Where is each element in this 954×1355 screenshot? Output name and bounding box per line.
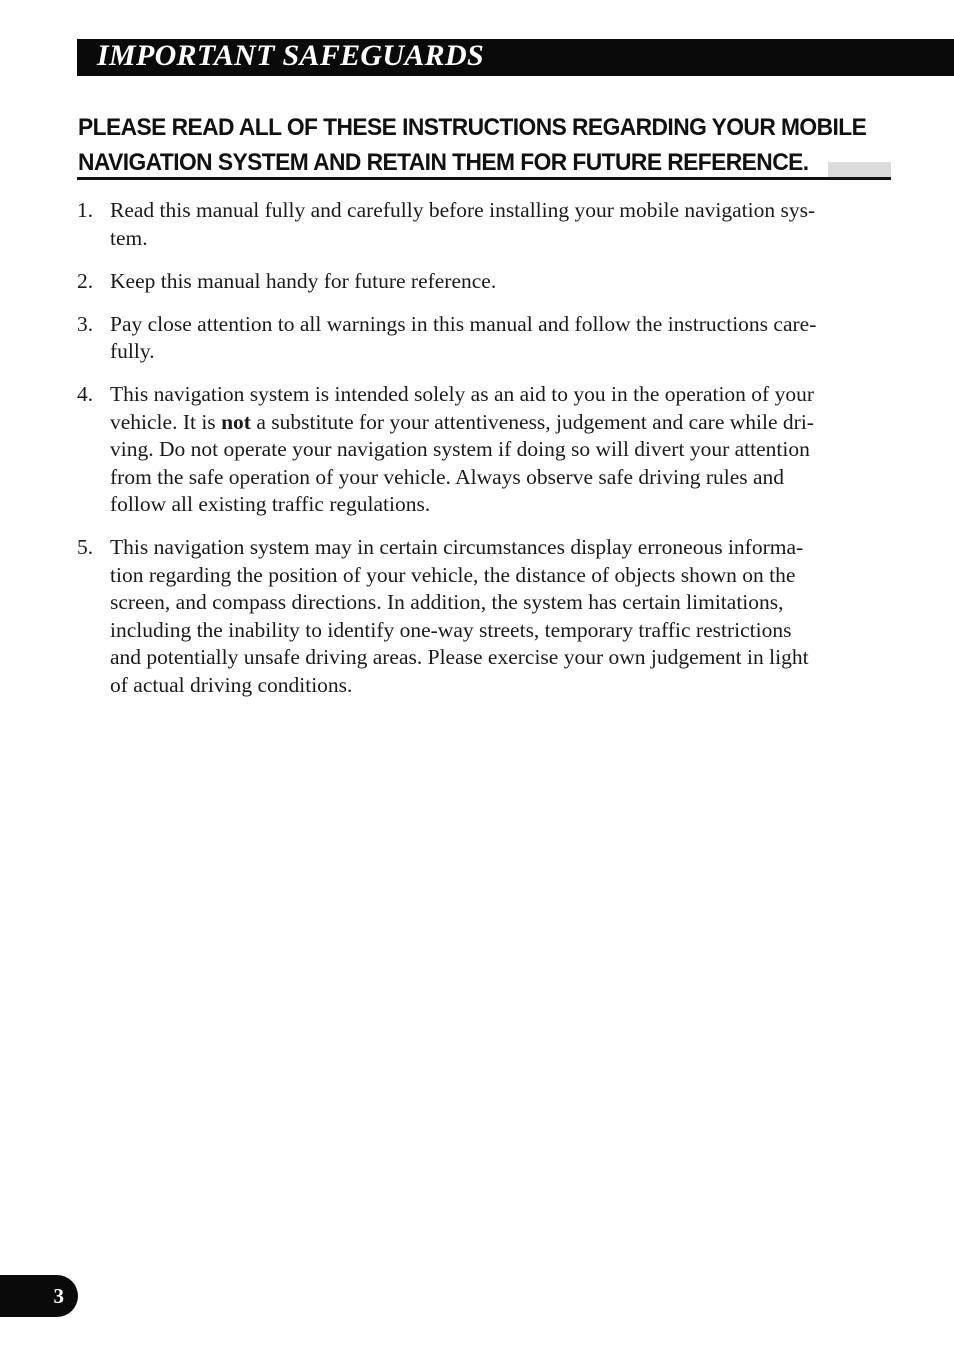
emphasis-not: not <box>221 409 251 434</box>
text-run: a substitute for your attentiveness, judgement and care while dri- <box>250 409 814 434</box>
item-text-line: Read this manual fully and carefully before installing your mobile navigation sys- <box>110 198 816 222</box>
list-item <box>77 381 877 519</box>
item-number: 2. <box>77 268 94 293</box>
page-number: 3 <box>53 1284 64 1308</box>
heading-accent-bar <box>828 162 891 178</box>
item-text-line: Keep this manual handy for future reference. <box>110 268 497 293</box>
section-title-bar <box>77 39 954 76</box>
heading-line: PLEASE READ ALL OF THESE INSTRUCTIONS REGARDING YOUR MOBILE <box>78 114 867 141</box>
heading-rule <box>77 177 891 180</box>
item-text-line: including the inability to identify one-way streets, temporary traffic restrictions <box>110 617 792 642</box>
item-text-line: tem. <box>110 225 148 250</box>
item-text-line: follow all existing traffic regulations. <box>110 492 431 516</box>
text-run: vehicle. It is <box>110 409 222 434</box>
item-number: 4. <box>77 382 94 406</box>
heading-line: NAVIGATION SYSTEM AND RETAIN THEM FOR FUTURE REFERENCE. <box>78 149 809 176</box>
instructions-heading <box>78 110 867 180</box>
item-number: 1. <box>77 198 94 222</box>
item-text-line: This navigation system is intended solely as an aid to you in the operation of your <box>110 382 814 406</box>
item-number: 5. <box>77 535 94 559</box>
item-text-line: tion regarding the position of your vehicle, the distance of objects shown on the <box>110 562 796 587</box>
list-item <box>77 311 877 366</box>
list-item <box>77 197 877 252</box>
page-number-tab <box>0 1275 78 1317</box>
item-text-line: Pay close attention to all warnings in this manual and follow the instructions care- <box>110 311 817 336</box>
section-title: IMPORTANT SAFEGUARDS <box>97 39 484 72</box>
list-item <box>77 268 877 296</box>
item-number: 3. <box>77 311 94 336</box>
item-text-line <box>110 409 877 437</box>
instructions-list <box>77 197 877 715</box>
item-text-line: screen, and compass directions. In addition, the system has certain limitations, <box>110 590 784 614</box>
item-text-line: from the safe operation of your vehicle. Always observe safe driving rules and <box>110 464 785 489</box>
item-text-line: This navigation system may in certain circumstances display erroneous informa- <box>110 535 804 559</box>
item-text-line: fully. <box>110 339 155 363</box>
list-item <box>77 534 877 699</box>
item-text-line: ving. Do not operate your navigation system if doing so will divert your attention <box>110 437 810 461</box>
item-text-line: and potentially unsafe driving areas. Please exercise your own judgement in light <box>110 645 809 669</box>
item-text-line: of actual driving conditions. <box>110 672 353 697</box>
